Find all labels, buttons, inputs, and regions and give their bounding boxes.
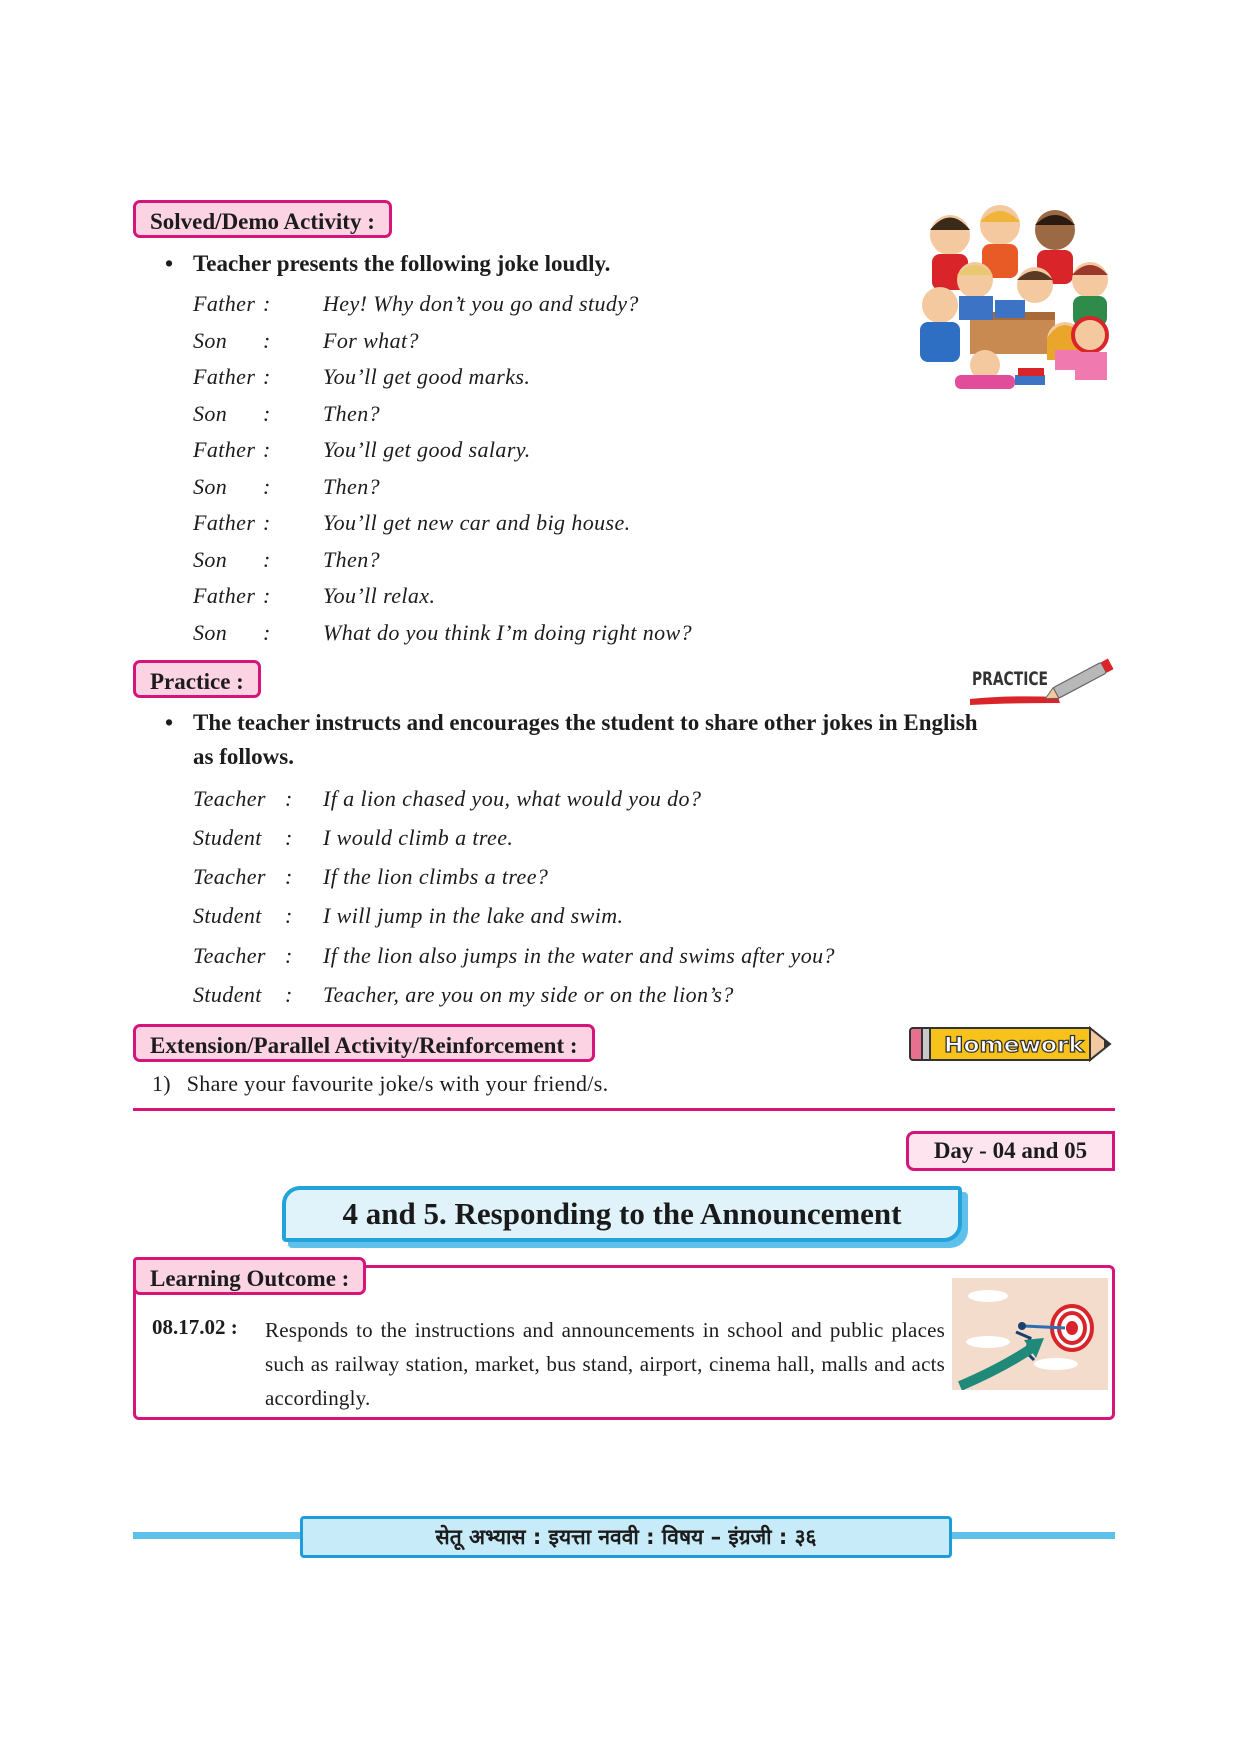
dialogue-separator: : xyxy=(263,583,271,608)
chapter-title: 4 and 5. Responding to the Announcement xyxy=(282,1186,962,1242)
dialogue-speaker: Son xyxy=(193,401,228,426)
children-reading-illustration xyxy=(915,200,1115,395)
dialogue-line: Then? xyxy=(323,401,380,426)
extension-item-number: 1) xyxy=(152,1071,171,1096)
dialogue-line: You’ll relax. xyxy=(323,583,436,608)
dialogue-line: You’ll get good marks. xyxy=(323,364,531,389)
solved-bullet-instruction xyxy=(165,247,611,281)
dialogue-line: What do you think I’m doing right now? xyxy=(323,620,693,645)
learning-outcome-code: 08.17.02 : xyxy=(152,1315,238,1339)
learning-outcome-text: Responds to the instructions and announcements in school and public places such as railway station, market, bus stand, airport, cinema hall, malls and acts accordingly. xyxy=(265,1318,945,1410)
dialogue-speaker: Son xyxy=(193,547,228,572)
dialogue-speaker: Teacher xyxy=(193,864,266,889)
dialogue-separator: : xyxy=(263,474,271,499)
dialogue-speaker: Teacher xyxy=(193,786,266,811)
dialogue-speaker: Teacher xyxy=(193,943,266,968)
dialogue-line: I will jump in the lake and swim. xyxy=(323,903,624,928)
practice-bullet-line-2: as follows. xyxy=(193,744,294,769)
dialogue-speaker: Father xyxy=(193,583,256,608)
dialogue-speaker: Son xyxy=(193,328,228,353)
dialogue-separator: : xyxy=(285,786,293,811)
dialogue-speaker: Father xyxy=(193,437,256,462)
dialogue-line: If a lion chased you, what would you do? xyxy=(323,786,702,811)
dialogue-separator: : xyxy=(263,510,271,535)
dialogue-line: If the lion also jumps in the water and swims after you? xyxy=(323,943,835,968)
dialogue-speaker: Student xyxy=(193,825,262,850)
practice-logo xyxy=(968,655,1116,707)
dialogue-speaker: Student xyxy=(193,903,262,928)
dialogue-separator: : xyxy=(263,547,271,572)
dialogue-line: You’ll get good salary. xyxy=(323,437,531,462)
learning-outcome-heading: Learning Outcome : xyxy=(133,1257,366,1295)
dialogue-line: If the lion climbs a tree? xyxy=(323,864,549,889)
dialogue-speaker: Student xyxy=(193,982,262,1007)
solved-bullet-text: Teacher presents the following joke loudly. xyxy=(193,251,611,276)
dialogue-line: Then? xyxy=(323,474,380,499)
dialogue-line: I would climb a tree. xyxy=(323,825,514,850)
page-footer: सेतू अभ्यास : इयत्ता नववी : विषय – इंग्रजी : ३६ xyxy=(300,1516,952,1558)
dialogue-speaker: Son xyxy=(193,474,228,499)
dialogue-line: Then? xyxy=(323,547,380,572)
dialogue-line: For what? xyxy=(323,328,419,353)
dialogue-separator: : xyxy=(285,943,293,968)
dialogue-speaker: Father xyxy=(193,364,256,389)
dialogue-separator: : xyxy=(263,364,271,389)
day-tag: Day - 04 and 05 xyxy=(906,1131,1115,1171)
dialogue-separator: : xyxy=(263,328,271,353)
homework-label: Homework xyxy=(944,1033,1086,1057)
target-arrow-illustration xyxy=(952,1278,1108,1390)
practice-heading: Practice : xyxy=(133,660,261,698)
practice-bullet-line-1: The teacher instructs and encourages the student to share other jokes in English xyxy=(193,710,978,735)
bullet-icon: • xyxy=(165,710,174,735)
dialogue-separator: : xyxy=(263,620,271,645)
dialogue-speaker: Son xyxy=(193,620,228,645)
dialogue-speaker: Father xyxy=(193,291,256,316)
section-divider xyxy=(133,1108,1115,1111)
extension-item-text: Share your favourite joke/s with your friend/s. xyxy=(186,1071,609,1096)
dialogue-separator: : xyxy=(285,982,293,1007)
extension-heading: Extension/Parallel Activity/Reinforcement : xyxy=(133,1024,595,1062)
solved-activity-heading: Solved/Demo Activity : xyxy=(133,200,392,238)
practice-bullet-instruction xyxy=(165,706,1115,774)
extension-item xyxy=(152,1069,608,1099)
dialogue-separator: : xyxy=(263,401,271,426)
practice-logo-text: PRACTICE xyxy=(972,668,1048,690)
dialogue-line: Hey! Why don’t you go and study? xyxy=(323,291,639,316)
footer-rule-left xyxy=(133,1532,303,1539)
dialogue-separator: : xyxy=(285,864,293,889)
dialogue-separator: : xyxy=(263,437,271,462)
dialogue-separator: : xyxy=(285,825,293,850)
dialogue-line: You’ll get new car and big house. xyxy=(323,510,631,535)
bullet-icon: • xyxy=(165,251,174,276)
homework-pencil-icon xyxy=(908,1024,1114,1064)
dialogue-separator: : xyxy=(285,903,293,928)
dialogue-separator: : xyxy=(263,291,271,316)
footer-rule-right xyxy=(949,1532,1115,1539)
dialogue-line: Teacher, are you on my side or on the lion’s? xyxy=(323,982,734,1007)
dialogue-speaker: Father xyxy=(193,510,256,535)
